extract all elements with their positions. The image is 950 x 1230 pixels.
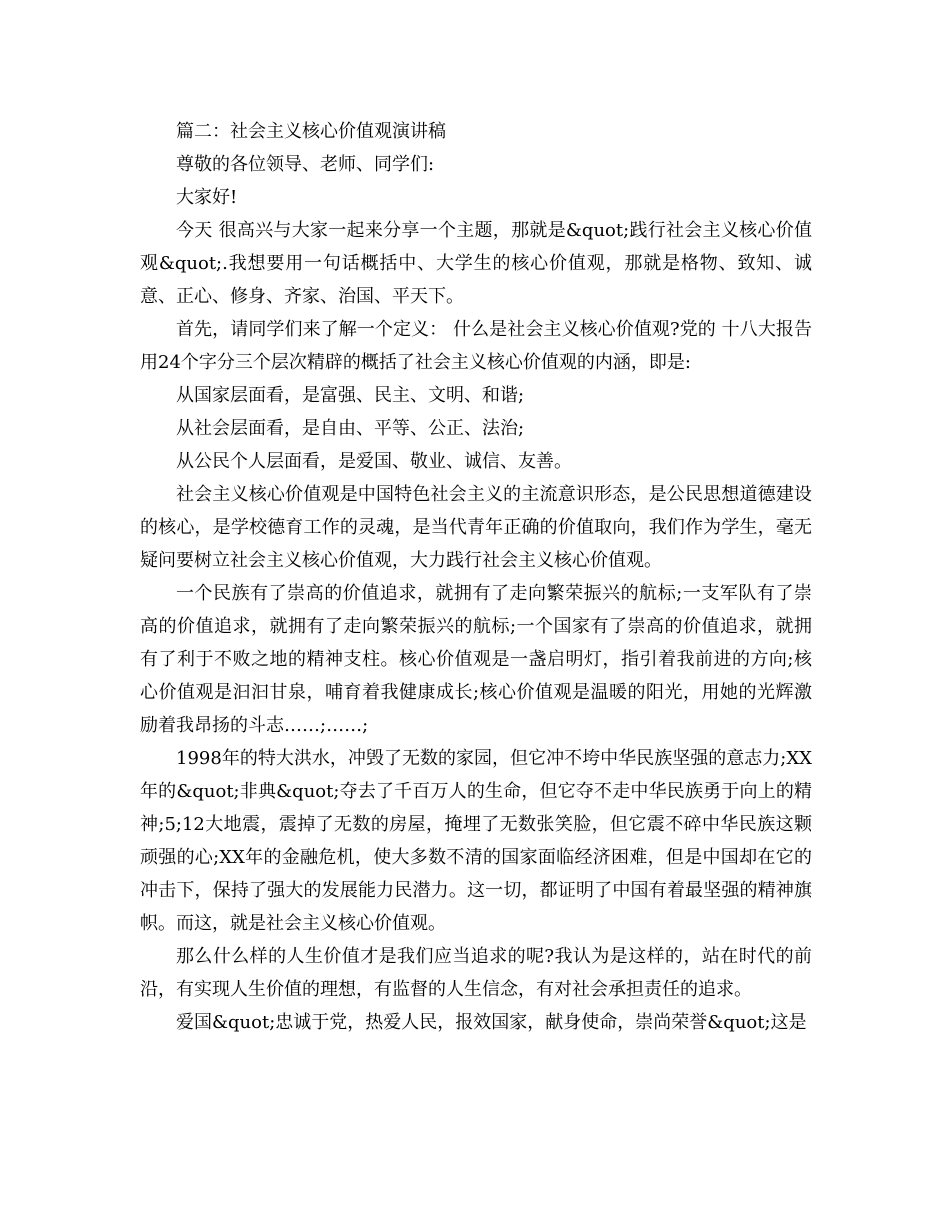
- document-body: [140, 115, 812, 1039]
- salutation: 尊敬的各位领导、老师、同学们:: [176, 154, 435, 175]
- paragraph: 从社会层面看，是自由、平等、公正、法治;: [176, 418, 525, 439]
- greeting: 大家好!: [176, 187, 238, 208]
- paragraph: 那么什么样的人生价值才是我们应当追求的呢?我认为是这样的，站在时代的前沿，有实现人生价值的理想，有监督的人生信念，有对社会承担责任的追求。: [140, 946, 812, 1000]
- paragraph: 一个民族有了崇高的价值追求，就拥有了走向繁荣振兴的航标;一支军队有了崇高的价值追求，就拥有了走向繁荣振兴的航标;一个国家有了崇高的价值追求，就拥有了利于不败之地的精神支柱。核心价值观是一盏启明灯，指引着我前进的方向;核心价值观是汩汩甘泉，哺育着我健康成长;核心价值观是温暖的阳光，用她的光辉激励着我昂扬的斗志……;……;: [140, 583, 812, 736]
- paragraph: 社会主义核心价值观是中国特色社会主义的主流意识形态，是公民思想道德建设的核心，是学校德育工作的灵魂，是当代青年正确的价值取向，我们作为学生，毫无疑问要树立社会主义核心价值观，大力践行社会主义核心价值观。: [140, 484, 812, 571]
- paragraph: 从国家层面看，是富强、民主、文明、和谐;: [176, 385, 525, 406]
- paragraph: 首先，请同学们来了解一个定义： 什么是社会主义核心价值观?党的 十八大报告用24个字分三个层次精辟的概括了社会主义核心价值观的内涵，即是:: [140, 319, 812, 373]
- paragraph: 1998年的特大洪水，冲毁了无数的家园，但它冲不垮中华民族坚强的意志力;XX年的&quot;非典&quot;夺去了千百万人的生命，但它夺不走中华民族勇于向上的精神;5;12大地震，震掉了无数的房屋，掩埋了无数张笑脸，但它震不碎中华民族这颗顽强的心;XX年的金融危机，使大多数不清的国家面临经济困难，但是中国却在它的冲击下，保持了强大的发展能力民潜力。这一切，都证明了中国有着最坚强的精神旗帜。而这，就是社会主义核心价值观。: [140, 748, 812, 934]
- document-title: 篇二：社会主义核心价值观演讲稿: [176, 121, 446, 142]
- paragraph: 今天 很高兴与大家一起来分享一个主题，那就是&quot;践行社会主义核心价值观&quot;.我想要用一句话概括中、大学生的核心价值观，那就是格物、致知、诚意、正心、修身、齐家、治国、平天下。: [140, 220, 812, 307]
- paragraph: 爱国&quot;忠诚于党，热爱人民，报效国家，献身使命，崇尚荣誉&quot;这是: [176, 1012, 807, 1033]
- paragraph: 从公民个人层面看，是爱国、敬业、诚信、友善。: [176, 451, 572, 472]
